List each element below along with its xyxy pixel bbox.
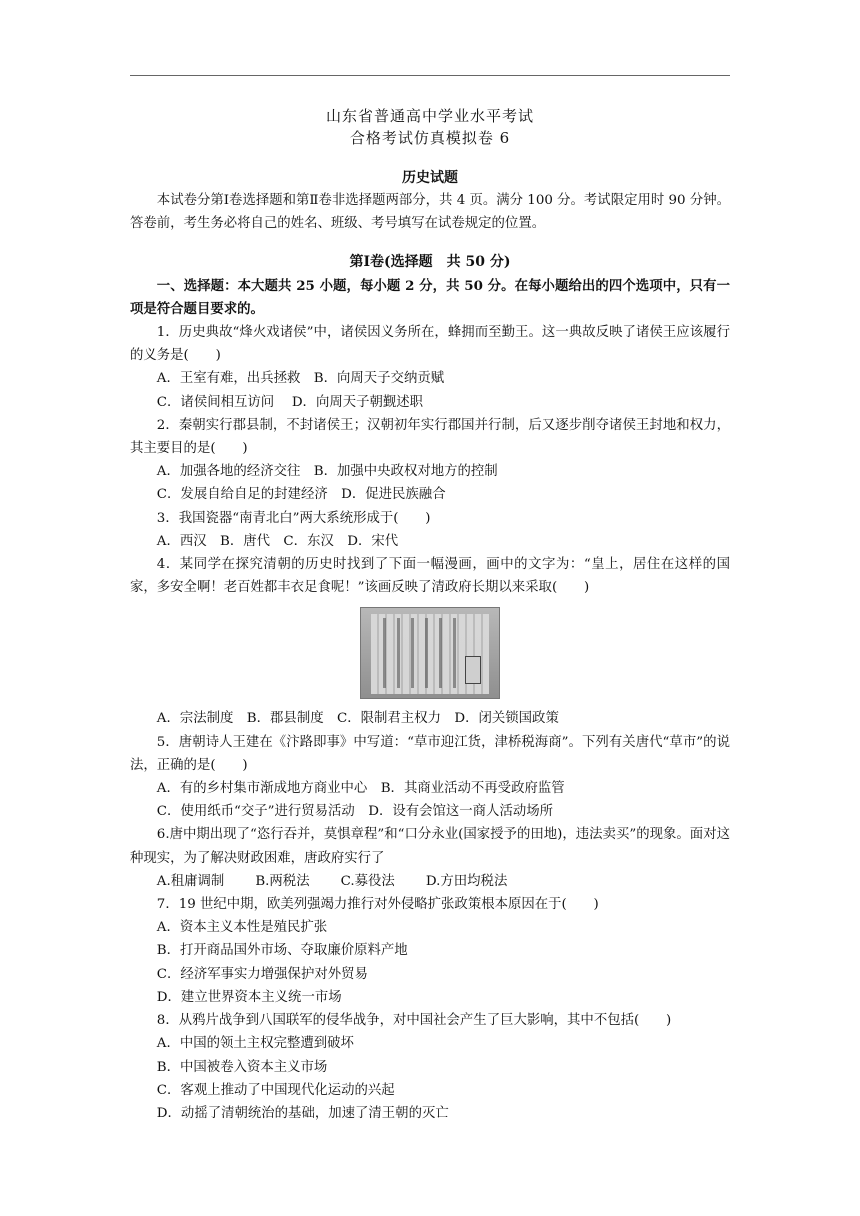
exam-title-line1: 山东省普通高中学业水平考试 <box>325 107 534 125</box>
question-options: C．经济军事实力增强保护对外贸易 <box>156 966 368 982</box>
question-options: A．资本主义本性是殖民扩张 <box>156 920 328 936</box>
question-stem: 3．我国瓷器“南青北白”两大系统形成于( ) <box>156 510 431 526</box>
exam-title-line2: 合格考试仿真模拟卷 6 <box>349 129 511 147</box>
question-1 <box>130 321 730 414</box>
question-options: C．发展自给自足的封建经济 D．促进民族融合 <box>156 487 446 503</box>
question-6 <box>130 823 730 893</box>
question-options: A．有的乡村集市渐成地方商业中心 B．其商业活动不再受政府监管 <box>156 781 565 797</box>
question-options: C．使用纸币“交子”进行贸易活动 D．设有会馆这一商人活动场所 <box>156 804 554 820</box>
question-stem: 7．19 世纪中期，欧美列强竭力推行对外侵略扩张政策根本原因在于( ) <box>156 897 599 913</box>
question-options: A．中国的领土主权完整遭到破坏 <box>156 1036 354 1052</box>
question-7 <box>130 893 730 1009</box>
exam-page <box>130 105 730 1125</box>
question-stem: 5．唐朝诗人王建在《汴路即事》中写道：“草市迎江货，津桥税海商”。下列有关唐代“草市”的说法，正确的是( ) <box>130 734 730 773</box>
question-options: B．打开商品国外市场、夺取廉价原料产地 <box>156 943 408 959</box>
question-3 <box>130 507 730 553</box>
question-8 <box>130 1009 730 1125</box>
question-stem: 1．历史典故“烽火戏诸侯”中，诸侯因义务所在，蜂拥而至勤王。这一典故反映了诸侯王应该履行的义务是( ) <box>130 325 730 364</box>
question-5 <box>130 731 730 824</box>
question-options: A．宗法制度 B．郡县制度 C．限制君主权力 D．闭关锁国政策 <box>156 711 559 727</box>
question-options: D．动摇了清朝统治的基础，加速了清王朝的灭亡 <box>156 1105 449 1121</box>
cartoon-image <box>360 607 500 699</box>
header-rule <box>130 75 730 76</box>
question-stem: 2．秦朝实行郡县制，不封诸侯王；汉朝初年实行郡国并行制，后又逐步削夺诸侯王封地和权力，其主要目的是( ) <box>130 417 730 457</box>
section-title: 第Ⅰ卷(选择题 共 50 分) <box>349 254 511 271</box>
question-stem: 6.唐中期出现了“恣行吞并，莫惧章程”和“口分永业(国家授予的田地)，违法卖买”的现象。面对这种现实，为了解决财政困难，唐政府实行了 <box>130 827 730 866</box>
question-stem: 8．从鸦片战争到八国联军的侵华战争，对中国社会产生了巨大影响，其中不包括( ) <box>156 1013 672 1029</box>
question-2 <box>130 414 730 507</box>
question-options: A.租庸调制 B.两税法 C.募役法 D.方田均税法 <box>156 873 508 889</box>
question-options: A．西汉 B．唐代 C．东汉 D．宋代 <box>156 533 399 549</box>
question-options: D．建立世界资本主义统一市场 <box>156 989 342 1005</box>
section-instruction: 一、选择题：本大题共 25 小题，每小题 2 分，共 50 分。在每小题给出的四个选项中，只有一项是符合题目要求的。 <box>130 277 730 317</box>
subject-title: 历史试题 <box>402 170 458 186</box>
question-options: B．中国被卷入资本主义市场 <box>156 1059 328 1075</box>
question-options: A．加强各地的经济交往 B．加强中央政权对地方的控制 <box>156 464 498 480</box>
question-options: A．王室有难，出兵拯救 B．向周天子交纳贡赋 <box>156 371 445 387</box>
question-stem: 4．某同学在探究清朝的历史时找到了下面一幅漫画，画中的文字为：“皇上，居住在这样的国家，多安全啊！老百姓都丰衣足食呢！”该画反映了清政府长期以来采取( ) <box>130 557 730 596</box>
question-options: C．客观上推动了中国现代化运动的兴起 <box>156 1082 395 1098</box>
question-options: C．诸侯间相互访问 D．向周天子朝觐述职 <box>156 394 424 410</box>
question-4 <box>130 553 730 731</box>
exam-intro: 本试卷分第Ⅰ卷选择题和第Ⅱ卷非选择题两部分，共 4 页。满分 100 分。考试限定用时 90 分钟。答卷前，考生务必将自己的姓名、班级、考号填写在试卷规定的位置。 <box>130 193 730 232</box>
cartoon-figure <box>130 607 730 699</box>
